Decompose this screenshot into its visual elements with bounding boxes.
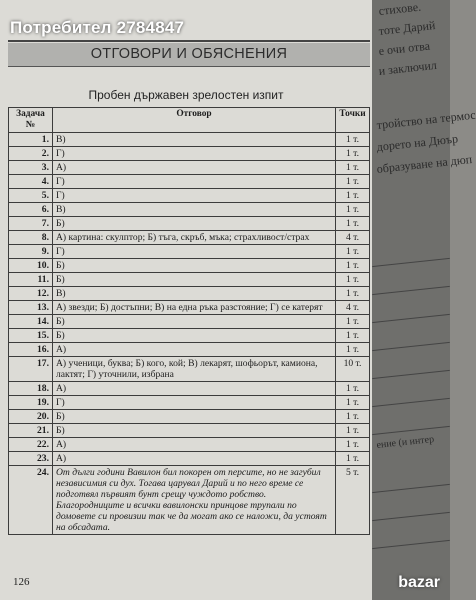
points-value: 1 т. (336, 452, 370, 466)
table-row (9, 161, 370, 175)
task-number: 4. (9, 175, 53, 189)
watermark: Потребител 2784847 (10, 18, 185, 37)
table-row (9, 343, 370, 357)
answer-text: Г) (53, 189, 336, 203)
points-value: 1 т. (336, 396, 370, 410)
facing-text-7: образуване на дюп (376, 151, 473, 176)
answer-text: А) (53, 452, 336, 466)
bazar-logo: bazar (398, 574, 440, 591)
table-row (9, 452, 370, 466)
task-number: 21. (9, 424, 53, 438)
table-row (9, 203, 370, 217)
answer-text: А) (53, 382, 336, 396)
points-value: 4 т. (336, 231, 370, 245)
points-value: 1 т. (336, 273, 370, 287)
task-number: 6. (9, 203, 53, 217)
points-value: 1 т. (336, 329, 370, 343)
task-number: 20. (9, 410, 53, 424)
answer-text: Б) (53, 424, 336, 438)
task-number: 11. (9, 273, 53, 287)
answer-text: Б) (53, 329, 336, 343)
task-number: 10. (9, 259, 53, 273)
points-value: 1 т. (336, 161, 370, 175)
points-value: 1 т. (336, 410, 370, 424)
table-row (9, 287, 370, 301)
task-number: 19. (9, 396, 53, 410)
answer-text: А) (53, 343, 336, 357)
points-value: 1 т. (336, 438, 370, 452)
task-number: 17. (9, 357, 53, 382)
points-value: 1 т. (336, 203, 370, 217)
task-number: 2. (9, 147, 53, 161)
table-row (9, 175, 370, 189)
table-row (9, 133, 370, 147)
header-bottom-rule (8, 66, 370, 67)
answer-text: А) (53, 438, 336, 452)
table-row (9, 259, 370, 273)
table-row (9, 382, 370, 396)
facing-rule (372, 512, 450, 521)
task-number: 1. (9, 133, 53, 147)
table-row (9, 273, 370, 287)
table-row (9, 424, 370, 438)
facing-rule (372, 314, 450, 323)
task-number: 15. (9, 329, 53, 343)
task-number: 16. (9, 343, 53, 357)
table-row (9, 357, 370, 382)
answer-text: А) картина: скулптор; Б) тъга, скръб, мъка; страхливост/страх (53, 231, 336, 245)
points-value: 1 т. (336, 343, 370, 357)
points-value: 1 т. (336, 175, 370, 189)
answer-text: Б) (53, 217, 336, 231)
points-value: 1 т. (336, 133, 370, 147)
answer-text: От дълги години Вавилон бил покорен от персите, но не загубил независимия си дух. Тогава царувал Дарий и по него време се подготвял първият бунт срещу чуждото робство. Благородниците и всички вавилонски принцове трупали по домовете си провизии так че да могат ако се наложи, да устоят на обсадата. (53, 466, 336, 535)
answer-text: В) (53, 133, 336, 147)
task-number: 24. (9, 466, 53, 535)
table-row (9, 315, 370, 329)
header-top-rule (8, 40, 370, 42)
task-number: 7. (9, 217, 53, 231)
answer-text: Б) (53, 259, 336, 273)
points-value: 1 т. (336, 189, 370, 203)
task-number: 23. (9, 452, 53, 466)
table-row (9, 329, 370, 343)
page-number: 126 (13, 576, 30, 588)
answer-text: Б) (53, 315, 336, 329)
col-points: Точки (336, 108, 370, 133)
table-row (9, 438, 370, 452)
col-task: Задача № (9, 108, 53, 133)
answer-text: Б) (53, 410, 336, 424)
answer-text: А) звезди; Б) достъпни; В) на една ръка разстояние; Г) се катерят (53, 301, 336, 315)
task-number: 3. (9, 161, 53, 175)
points-value: 10 т. (336, 357, 370, 382)
table-row (9, 410, 370, 424)
task-number: 22. (9, 438, 53, 452)
table-row (9, 301, 370, 315)
answer-text: А) ученици, буквa; Б) кого, кой; В) лекарят, шофьорът, камиона, лактят; Г) уточнили, избрана (53, 357, 336, 382)
table-row (9, 147, 370, 161)
facing-rule (372, 484, 450, 493)
points-value: 5 т. (336, 466, 370, 535)
answer-text: А) (53, 161, 336, 175)
answer-text: Г) (53, 147, 336, 161)
table-row (9, 396, 370, 410)
task-number: 13. (9, 301, 53, 315)
table-row (9, 189, 370, 203)
facing-text-3: е очи отва (378, 38, 431, 58)
facing-text-8: ение (и интер (376, 433, 435, 451)
facing-rule (372, 398, 450, 407)
task-number: 9. (9, 245, 53, 259)
answer-text: Г) (53, 175, 336, 189)
points-value: 1 т. (336, 147, 370, 161)
answer-text: Б) (53, 273, 336, 287)
task-number: 12. (9, 287, 53, 301)
points-value: 4 т. (336, 301, 370, 315)
answer-text: В) (53, 287, 336, 301)
facing-rule (372, 258, 450, 267)
points-value: 1 т. (336, 287, 370, 301)
points-value: 1 т. (336, 259, 370, 273)
facing-text-6: дорето на Дюър (376, 131, 459, 154)
answers-table (8, 107, 370, 535)
points-value: 1 т. (336, 382, 370, 396)
points-value: 1 т. (336, 245, 370, 259)
answer-text: Г) (53, 396, 336, 410)
exam-subtitle: Пробен държавен зрелостен изпит (88, 88, 284, 102)
facing-rule (372, 426, 450, 435)
task-number: 5. (9, 189, 53, 203)
facing-rule (372, 540, 450, 549)
section-header: ОТГОВОРИ И ОБЯСНЕНИЯ (8, 43, 370, 66)
points-value: 1 т. (336, 424, 370, 438)
facing-page (372, 0, 476, 600)
facing-rule (372, 342, 450, 351)
facing-text-1: стихове. (378, 0, 422, 18)
col-answer: Отговор (53, 108, 336, 133)
table-row (9, 245, 370, 259)
table-row (9, 217, 370, 231)
table-header-row (9, 108, 370, 133)
answer-text: В) (53, 203, 336, 217)
answer-text: Г) (53, 245, 336, 259)
points-value: 1 т. (336, 217, 370, 231)
facing-rule (372, 286, 450, 295)
task-number: 8. (9, 231, 53, 245)
points-value: 1 т. (336, 315, 370, 329)
facing-text-4: и заключил (378, 57, 438, 78)
facing-rule (372, 370, 450, 379)
facing-text-2: тоте Дарий (378, 18, 437, 38)
table-row (9, 466, 370, 535)
task-number: 14. (9, 315, 53, 329)
table-row (9, 231, 370, 245)
facing-text-5: тройство на термос (376, 107, 476, 132)
task-number: 18. (9, 382, 53, 396)
